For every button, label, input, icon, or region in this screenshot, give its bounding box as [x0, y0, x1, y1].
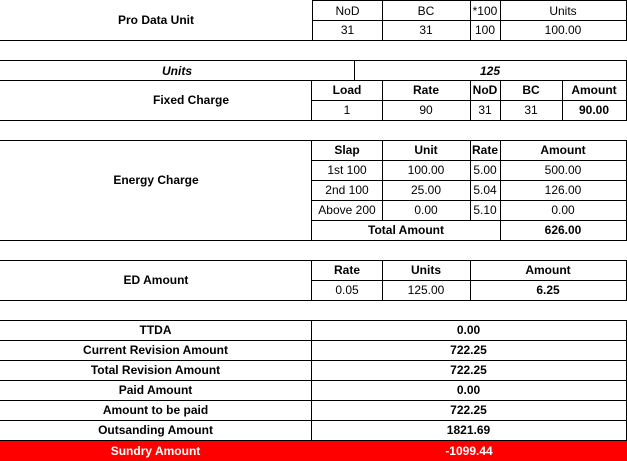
energy-row-unit: 25.00 — [382, 180, 471, 201]
pro-data-nod-value: 31 — [312, 20, 383, 40]
fixed-amount-value: 90.00 — [562, 100, 627, 120]
ed-amount-header: Amount — [470, 260, 627, 281]
energy-row-unit: 0.00 — [382, 200, 471, 221]
pro-data-x100-header: *100 — [470, 0, 501, 21]
ed-rate-value: 0.05 — [311, 280, 383, 300]
summary-label: Outsanding Amount — [0, 420, 312, 441]
energy-row-rate: 5.10 — [470, 200, 501, 221]
pro-data-units-value: 100.00 — [500, 20, 627, 40]
energy-total-value: 626.00 — [500, 220, 627, 240]
energy-row-amount: 0.00 — [500, 200, 627, 221]
summary-label: Paid Amount — [0, 380, 312, 401]
energy-row-unit: 100.00 — [382, 160, 471, 181]
energy-unit-header: Unit — [382, 140, 471, 161]
summary-value: 0.00 — [311, 380, 627, 401]
fixed-bc-header: BC — [500, 80, 563, 101]
energy-row-amount: 500.00 — [500, 160, 627, 181]
fixed-nod-header: NoD — [470, 80, 501, 101]
summary-value: 0.00 — [311, 320, 627, 341]
energy-row-rate: 5.04 — [470, 180, 501, 201]
pro-data-bc-header: BC — [382, 0, 471, 21]
energy-row-amount: 126.00 — [500, 180, 627, 201]
energy-total-label: Total Amount — [311, 220, 501, 240]
fixed-bc-value: 31 — [500, 100, 563, 120]
summary-value: 722.25 — [311, 360, 627, 381]
pro-data-units-header: Units — [500, 0, 627, 21]
pro-data-x100-value: 100 — [470, 20, 501, 40]
fixed-rate-header: Rate — [382, 80, 471, 101]
sundry-amount-label: Sundry Amount — [0, 441, 312, 461]
ed-units-value: 125.00 — [382, 280, 471, 300]
summary-value: 722.25 — [311, 340, 627, 361]
pro-data-unit-label: Pro Data Unit — [117, 13, 194, 27]
summary-label: Current Revision Amount — [0, 340, 312, 361]
energy-charge-label: Energy Charge — [113, 173, 199, 187]
units-label: Units — [0, 60, 355, 81]
fixed-load-value: 1 — [311, 100, 383, 120]
ed-amount-value: 6.25 — [470, 280, 627, 300]
summary-label: Amount to be paid — [0, 400, 312, 421]
fixed-amount-header: Amount — [562, 80, 627, 101]
summary-value: 722.25 — [311, 400, 627, 421]
pro-data-bc-value: 31 — [382, 20, 471, 40]
summary-label: TTDA — [0, 320, 312, 341]
fixed-charge-label: Fixed Charge — [0, 80, 383, 120]
ed-units-header: Units — [382, 260, 471, 281]
fixed-nod-value: 31 — [470, 100, 501, 120]
fixed-load-header: Load — [311, 80, 383, 101]
pro-data-nod-header: NoD — [312, 0, 383, 21]
energy-row-slap: 2nd 100 — [311, 180, 383, 201]
energy-amount-header: Amount — [500, 140, 627, 161]
summary-label: Total Revision Amount — [0, 360, 312, 381]
ed-rate-header: Rate — [311, 260, 383, 281]
summary-value: 1821.69 — [311, 420, 627, 441]
ed-amount-label: ED Amount — [123, 273, 189, 287]
energy-slap-header: Slap — [311, 140, 383, 161]
fixed-rate-value: 90 — [382, 100, 471, 120]
energy-row-rate: 5.00 — [470, 160, 501, 181]
energy-row-slap: 1st 100 — [311, 160, 383, 181]
energy-rate-header: Rate — [470, 140, 501, 161]
sundry-amount-value: -1099.44 — [311, 441, 627, 461]
units-value: 125 — [354, 60, 627, 81]
energy-row-slap: Above 200 — [311, 200, 383, 221]
